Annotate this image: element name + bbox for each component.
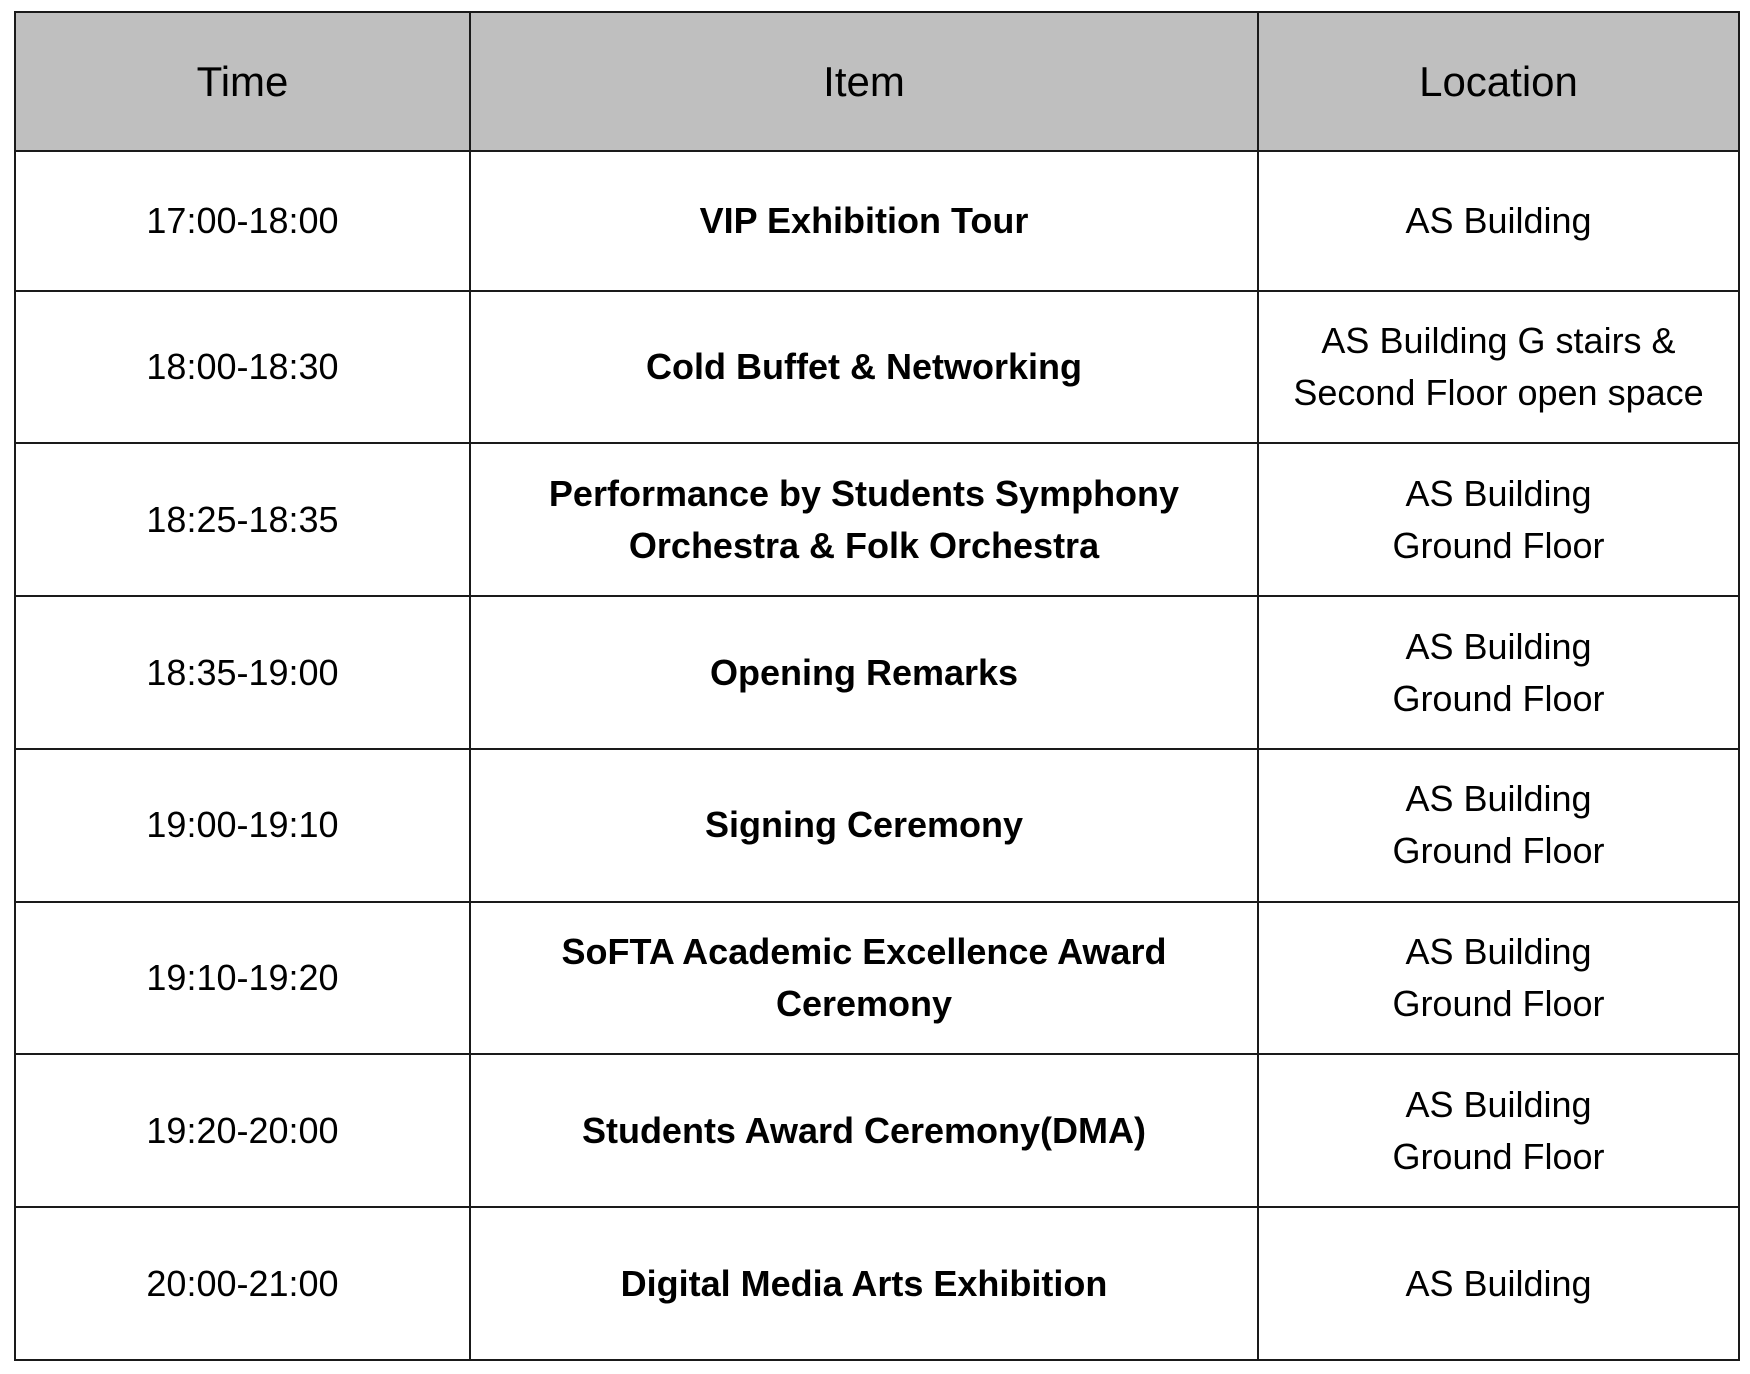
time-cell: 19:00-19:10 [15, 749, 470, 902]
time-cell: 19:10-19:20 [15, 902, 470, 1055]
location-line: Ground Floor [1392, 830, 1605, 872]
table-body [15, 151, 1739, 1360]
table-row [15, 443, 1739, 596]
table-row [15, 1207, 1739, 1360]
table-row [15, 291, 1739, 444]
location-line: Ground Floor [1392, 1135, 1605, 1177]
location-line: Ground Floor [1392, 677, 1605, 719]
location-line: Ground Floor [1392, 983, 1605, 1025]
header-item: Item [470, 12, 1258, 151]
header-row [15, 12, 1739, 151]
item-line: Signing Ceremony [704, 804, 1024, 846]
location-line: AS Building G stairs & [1321, 320, 1676, 362]
location-line: AS Building [1405, 1083, 1592, 1125]
header-time: Time [15, 12, 470, 151]
table-header [15, 12, 1739, 151]
item-line: VIP Exhibition Tour [699, 199, 1029, 241]
location-cell [1258, 749, 1739, 902]
location-line: AS Building [1405, 625, 1592, 667]
item-cell [470, 596, 1258, 749]
item-line: Opening Remarks [709, 651, 1019, 693]
item-line: SoFTA Academic Excellence Award [561, 931, 1167, 973]
item-cell [470, 1054, 1258, 1207]
table-row [15, 749, 1739, 902]
time-cell: 18:25-18:35 [15, 443, 470, 596]
table-row [15, 151, 1739, 291]
location-line: Ground Floor [1392, 524, 1605, 566]
location-line: AS Building [1405, 472, 1592, 514]
location-cell [1258, 1054, 1739, 1207]
item-line: Students Award Ceremony(DMA) [581, 1109, 1147, 1151]
time-cell: 19:20-20:00 [15, 1054, 470, 1207]
item-cell [470, 151, 1258, 291]
item-line: Ceremony [775, 983, 953, 1025]
location-line: AS Building [1405, 778, 1592, 820]
location-line: AS Building [1405, 931, 1592, 973]
time-cell: 20:00-21:00 [15, 1207, 470, 1360]
schedule-table [14, 11, 1740, 1361]
item-line: Performance by Students Symphony [548, 472, 1180, 514]
location-cell [1258, 1207, 1739, 1360]
item-cell [470, 443, 1258, 596]
item-line: Orchestra & Folk Orchestra [628, 524, 1100, 566]
time-cell: 18:35-19:00 [15, 596, 470, 749]
table-row [15, 902, 1739, 1055]
item-cell [470, 749, 1258, 902]
item-cell [470, 1207, 1258, 1360]
location-line: AS Building [1405, 199, 1592, 241]
item-line: Cold Buffet & Networking [646, 346, 1082, 388]
item-cell [470, 291, 1258, 444]
location-cell [1258, 291, 1739, 444]
item-line: Digital Media Arts Exhibition [620, 1262, 1108, 1304]
location-line: AS Building [1405, 1262, 1592, 1304]
time-cell: 18:00-18:30 [15, 291, 470, 444]
location-cell [1258, 596, 1739, 749]
time-cell: 17:00-18:00 [15, 151, 470, 291]
table-row [15, 1054, 1739, 1207]
location-cell [1258, 443, 1739, 596]
location-cell [1258, 151, 1739, 291]
location-line: Second Floor open space [1293, 372, 1704, 414]
location-cell [1258, 902, 1739, 1055]
table-row [15, 596, 1739, 749]
header-location: Location [1258, 12, 1739, 151]
item-cell [470, 902, 1258, 1055]
